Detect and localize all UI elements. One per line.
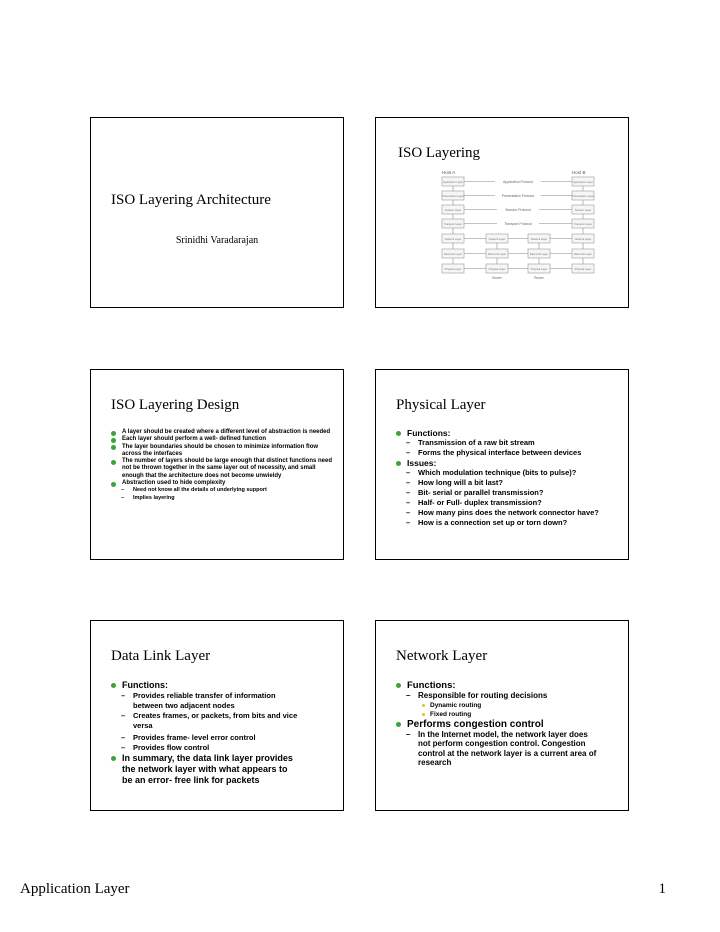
protocol-label-session: Session Protocol — [505, 207, 531, 212]
host-b-label: Host B — [572, 170, 586, 175]
host-b-layer: Data Link Layer — [573, 253, 593, 256]
slide-title-page — [90, 117, 344, 308]
router-1-layer: Network Layer — [488, 238, 506, 241]
bullet-item: Functions: — [396, 680, 598, 691]
host-b-layer: Physical Layer — [574, 268, 592, 271]
bullet-item: Functions: — [396, 428, 618, 438]
host-a-layer: Application Layer — [443, 181, 463, 184]
slide-heading: ISO Layering Design — [111, 397, 240, 413]
sub-bullet-item: – Provides frame- level error control — [111, 733, 299, 743]
slide-heading: Network Layer — [396, 648, 488, 664]
router-2-layer: Physical Layer — [530, 268, 548, 271]
bullet-item: In summary, the data link layer provides the network layer with what appears to be an error- free link for packets — [111, 753, 299, 786]
bullet-item: Each layer should perform a well- defined function — [111, 436, 333, 443]
host-b-layer: Application Layer — [573, 181, 593, 184]
sub-sub-bullet-item: Fixed routing — [396, 710, 598, 719]
bullet-list — [396, 428, 618, 528]
host-b-layer: Session Layer — [574, 209, 592, 212]
sub-bullet-item: – Provides flow control — [111, 743, 299, 753]
bullet-item: Abstraction used to hide complexity — [111, 480, 333, 487]
bullet-list — [396, 680, 598, 768]
sub-bullet-item: – How is a connection set up or torn down? — [396, 518, 618, 528]
bullet-item: Functions: — [111, 680, 299, 691]
iso-layering-diagram — [440, 169, 596, 287]
sub-bullet-item: – Bit- serial or parallel transmission? — [396, 488, 618, 498]
router-2-layer: Network Layer — [530, 238, 548, 241]
protocol-label-application: Application Protocol — [503, 179, 533, 184]
sub-bullet-item: – Creates frames, or packets, from bits and vice versa — [111, 711, 299, 731]
sub-bullet-item: – Provides reliable transfer of information between two adjacent nodes — [111, 691, 299, 711]
sub-bullet-item: – Transmission of a raw bit stream — [396, 438, 618, 448]
page-number: 1 — [658, 881, 666, 897]
host-b-layer: Transport Layer — [573, 223, 593, 226]
host-a-layer: Data Link Layer — [443, 253, 463, 256]
bullet-list — [111, 680, 299, 786]
sub-bullet-item: – In the Internet model, the network layer does not perform congestion control. Congestion control at the network layer is a current area of research — [396, 730, 598, 768]
sub-bullet-item: – Need not know all the details of underlying support — [111, 487, 333, 494]
slide-author: Srinidhi Varadarajan — [175, 235, 259, 246]
host-a-layer: Physical Layer — [444, 268, 462, 271]
bullet-list — [111, 429, 333, 502]
slide-heading: ISO Layering — [398, 145, 481, 161]
router-2-label: Router — [534, 276, 544, 280]
host-b-layer: Presentation Layer — [572, 195, 594, 198]
router-1-label: Router — [492, 276, 502, 280]
slide-iso-layering-design — [90, 369, 344, 560]
host-a-layer: Transport Layer — [443, 223, 463, 226]
sub-bullet-item: – Half- or Full- duplex transmission? — [396, 498, 618, 508]
host-a-layer: Network Layer — [444, 238, 462, 241]
host-a-layer: Presentation Layer — [442, 195, 464, 198]
slide-heading: Physical Layer — [396, 397, 486, 413]
sub-bullet-item: – How many pins does the network connector have? — [396, 508, 618, 518]
bullet-item: The number of layers should be large enough that distinct functions need not be thrown together in the same layer out of necessity, and small enough that the architecture does not become unwieldy — [111, 458, 333, 480]
slide-heading: Data Link Layer — [111, 648, 211, 664]
slide-heading: ISO Layering Architecture — [111, 192, 271, 208]
bullet-item: Performs congestion control — [396, 719, 598, 730]
slide-data-link-layer — [90, 620, 344, 811]
slide-physical-layer — [375, 369, 629, 560]
protocol-label-transport: Transport Protocol — [504, 221, 532, 226]
host-a-label: Host A — [442, 170, 456, 175]
host-a-layer: Session Layer — [444, 209, 462, 212]
sub-bullet-item: – Forms the physical interface between devices — [396, 448, 618, 458]
router-1-layer: Data Link Layer — [487, 253, 507, 256]
bullet-item: A layer should be created where a different level of abstraction is needed — [111, 429, 333, 436]
footer-title: Application Layer — [20, 881, 130, 897]
sub-sub-bullet-item: Dynamic routing — [396, 701, 598, 710]
sub-bullet-item: – Which modulation technique (bits to pulse)? — [396, 468, 618, 478]
sub-bullet-item: – How long will a bit last? — [396, 478, 618, 488]
bullet-item: Issues: — [396, 458, 618, 468]
bullet-item: The layer boundaries should be chosen to minimize information flow across the interfaces — [111, 444, 333, 459]
router-2-layer: Data Link Layer — [529, 253, 549, 256]
slide-iso-layering — [375, 117, 629, 308]
sub-bullet-item: – Implies layering — [111, 495, 333, 502]
host-b-layer: Network Layer — [574, 238, 592, 241]
router-1-layer: Physical Layer — [488, 268, 506, 271]
slide-network-layer — [375, 620, 629, 811]
sub-bullet-item: – Responsible for routing decisions — [396, 691, 598, 701]
protocol-label-presentation: Presentation Protocol — [501, 193, 535, 198]
